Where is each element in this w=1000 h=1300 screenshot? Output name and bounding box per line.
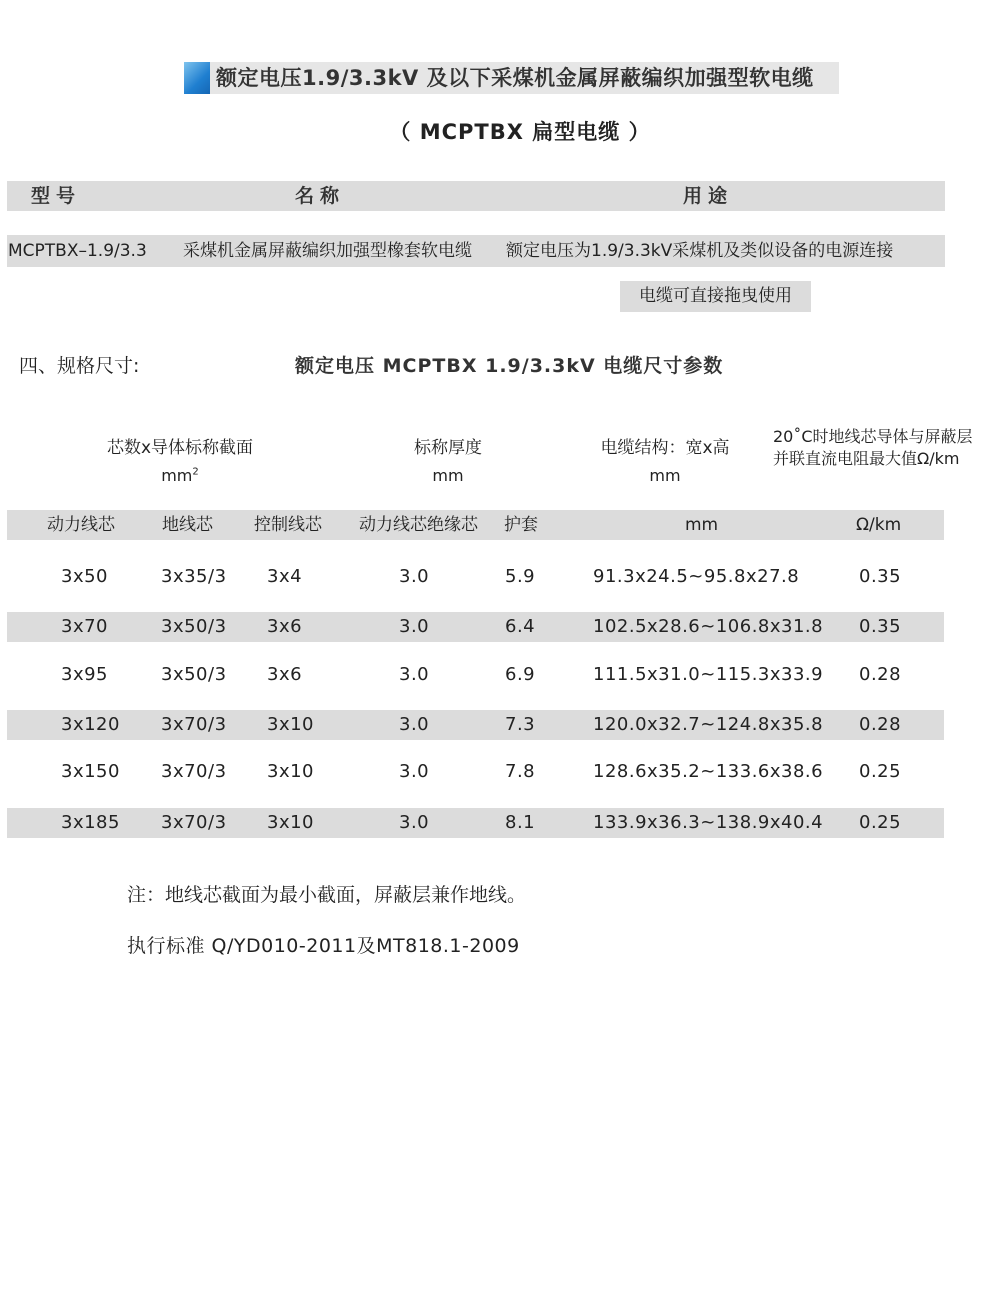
table-row: [7, 612, 944, 642]
cores-unit-sup: 2: [192, 466, 199, 478]
cell-insulation: 3.0: [399, 664, 430, 685]
footnote: 注：地线芯截面为最小截面，屏蔽层兼作地线。: [127, 884, 527, 906]
cell-resistance: 0.35: [859, 566, 902, 587]
table-row: [7, 710, 944, 740]
cell-ground-core: 3x70/3: [161, 714, 227, 735]
cell-sheath: 7.3: [505, 714, 536, 735]
structure-unit: mm: [649, 466, 681, 485]
cell-insulation: 3.0: [399, 616, 430, 637]
cell-ground-core: 3x50/3: [161, 616, 227, 637]
cell-dimensions: 111.5x31.0~115.3x33.9: [593, 664, 824, 685]
standard-reference: 执行标准 Q/YD010-2011及MT818.1-2009: [127, 935, 520, 957]
subheader-resistance: Ω/km: [856, 515, 902, 535]
cell-sheath: 5.9: [505, 566, 536, 587]
thickness-unit: mm: [432, 466, 464, 485]
model-usage-continued: 电缆可直接拖曳使用: [620, 281, 811, 312]
structure-label: 电缆结构：宽x高: [600, 438, 730, 458]
subheader-mm: mm: [685, 515, 719, 535]
cell-insulation: 3.0: [399, 714, 430, 735]
cell-sheath: 6.9: [505, 664, 536, 685]
cell-sheath: 6.4: [505, 616, 536, 637]
structure-header: [573, 433, 757, 485]
cell-control-core: 3x6: [267, 616, 303, 637]
resistance-line1: 20˚C时地线芯导体与屏蔽层: [773, 427, 973, 446]
cell-control-core: 3x6: [267, 664, 303, 685]
header-name: 名称: [295, 185, 346, 207]
cell-insulation: 3.0: [399, 812, 430, 833]
thickness-label: 标称厚度: [414, 438, 482, 458]
table-row: [7, 562, 944, 592]
cell-dimensions: 128.6x35.2~133.6x38.6: [593, 761, 824, 782]
cell-ground-core: 3x50/3: [161, 664, 227, 685]
cores-unit: [80, 466, 280, 485]
subheader-insulation: 动力线芯绝缘芯: [359, 515, 478, 535]
header-model: 型号: [31, 185, 82, 207]
header-usage: 用途: [683, 185, 734, 207]
table-row: [7, 660, 944, 690]
cell-dimensions: 120.0x32.7~124.8x35.8: [593, 714, 824, 735]
cell-insulation: 3.0: [399, 761, 430, 782]
table-row: [7, 757, 944, 787]
cell-sheath: 8.1: [505, 812, 536, 833]
cell-dimensions: 102.5x28.6~106.8x31.8: [593, 616, 824, 637]
section-label: 四、规格尺寸:: [19, 355, 140, 377]
resistance-header: [773, 426, 973, 470]
cell-resistance: 0.28: [859, 664, 902, 685]
section-title: 额定电压 MCPTBX 1.9/3.3kV 电缆尺寸参数: [295, 355, 724, 377]
resistance-line2: 并联直流电阻最大值Ω/km: [773, 449, 960, 468]
cell-resistance: 0.25: [859, 812, 902, 833]
model-table-row: [7, 235, 945, 267]
cell-ground-core: 3x70/3: [161, 812, 227, 833]
cores-header: [80, 433, 280, 485]
cell-control-core: 3x10: [267, 714, 315, 735]
cell-dimensions: 133.9x36.3~138.9x40.4: [593, 812, 824, 833]
cell-control-core: 3x10: [267, 812, 315, 833]
cell-resistance: 0.28: [859, 714, 902, 735]
cell-resistance: 0.35: [859, 616, 902, 637]
model-code: MCPTBX–1.9/3.3: [8, 241, 147, 261]
cell-ground-core: 3x70/3: [161, 761, 227, 782]
cell-power-core: 3x150: [61, 761, 120, 782]
subheader-sheath: 护套: [504, 515, 538, 535]
cell-sheath: 7.8: [505, 761, 536, 782]
cell-dimensions: 91.3x24.5~95.8x27.8: [593, 566, 800, 587]
cell-power-core: 3x70: [61, 616, 109, 637]
cores-label: 芯数x导体标称截面: [106, 438, 254, 458]
subheader-power-core: 动力线芯: [47, 515, 115, 535]
cell-insulation: 3.0: [399, 566, 430, 587]
cell-ground-core: 3x35/3: [161, 566, 227, 587]
thickness-header: [378, 433, 518, 485]
cell-control-core: 3x10: [267, 761, 315, 782]
title-accent-mark: [184, 62, 210, 94]
subheader-control-core: 控制线芯: [254, 515, 322, 535]
cell-power-core: 3x95: [61, 664, 109, 685]
cell-power-core: 3x185: [61, 812, 120, 833]
model-table-header: [7, 181, 945, 211]
table-row: [7, 808, 944, 838]
document-title: 额定电压1.9/3.3kV 及以下采煤机金属屏蔽编织加强型软电缆: [216, 66, 814, 90]
subheader-ground-core: 地线芯: [162, 515, 213, 535]
cell-power-core: 3x120: [61, 714, 120, 735]
cell-resistance: 0.25: [859, 761, 902, 782]
cell-control-core: 3x4: [267, 566, 303, 587]
document-subtitle: （ MCPTBX 扁型电缆 ）: [389, 120, 651, 144]
spec-subheader-row: [7, 510, 944, 540]
cell-power-core: 3x50: [61, 566, 109, 587]
model-usage: 额定电压为1.9/3.3kV采煤机及类似设备的电源连接: [506, 241, 894, 261]
model-name: 采煤机金属屏蔽编织加强型橡套软电缆: [183, 241, 472, 261]
cores-unit-base: mm: [161, 466, 193, 485]
